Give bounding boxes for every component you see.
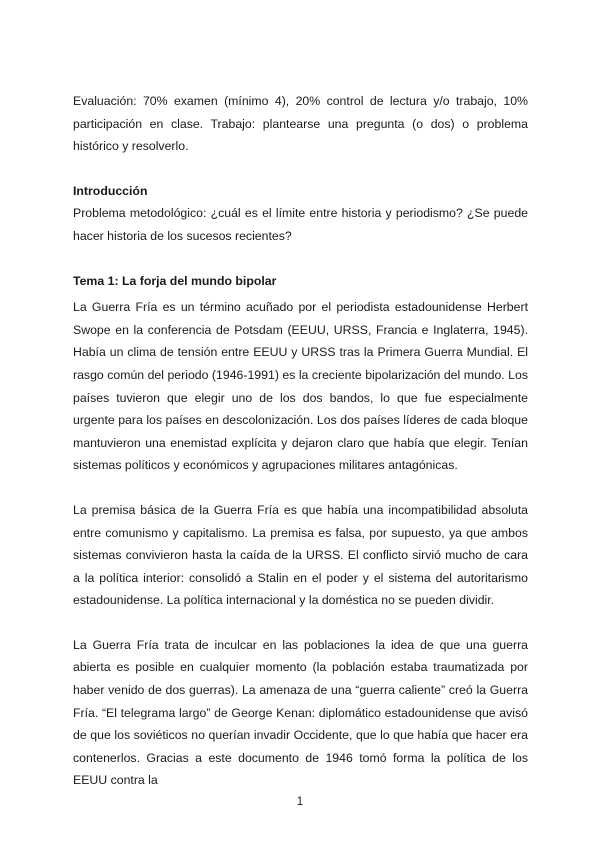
body-paragraph-2: La premisa básica de la Guerra Fría es que había una incompatibilidad absoluta entre comunismo y capitalismo. La premisa es falsa, por supuesto, ya que ambos sistemas convivieron hasta la caída de la URSS. El conflicto sirvió mucho de cara a la política interior: consolidó a Stalin en el poder y el sistema del autoritarismo estadounidense. La política internacional y la doméstica no se pueden dividir. <box>73 502 528 608</box>
spacer <box>73 158 528 180</box>
spacer <box>73 248 528 270</box>
spacer <box>73 612 528 634</box>
topic-1-heading: Tema 1: La forja del mundo bipolar <box>73 273 277 288</box>
page-number: 1 <box>296 796 304 808</box>
body-paragraph-3: La Guerra Fría trata de inculcar en las poblaciones la idea de que una guerra abierta es posible en cualquier momento (la población estaba traumatizada por haber venido de dos guerras). La amenaza de una “guerra caliente” creó la Guerra Fría. “El telegrama largo” de George Kenan: diplomático estadounidense que avisó de que los soviéticos no querían invadir Occidente, que lo que había que hacer era contenerlos. Gracias a este documento de 1946 tomó forma la política de los EEUU contra la <box>73 637 528 788</box>
evaluation-paragraph: Evaluación: 70% examen (mínimo 4), 20% control de lectura y/o trabajo, 10% participación en clase. Trabajo: plantearse una pregunta (o dos) o problema histórico y resolverlo. <box>73 94 528 154</box>
intro-heading: Introducción <box>73 183 148 198</box>
spacer <box>73 477 528 499</box>
document-body <box>73 90 528 792</box>
intro-paragraph: Problema metodológico: ¿cuál es el límite entre historia y periodismo? ¿Se puede hacer historia de los sucesos recientes? <box>73 206 528 243</box>
body-paragraph-1: La Guerra Fría es un término acuñado por el periodista estadounidense Herbert Swope en la conferencia de Potsdam (EEUU, URSS, Francia e Inglaterra, 1945). Había un clima de tensión entre EEUU y URSS tras la Primera Guerra Mundial. El rasgo común del periodo (1946-1991) es la creciente bipolarización del mundo. Los países tuvieron que elegir uno de los dos bandos, lo que fue especialmente urgente para los países en descolonización. Los dos países líderes de cada bloque mantuvieron una enemistad explícita y dejaron claro que había que elegir. Tenían sistemas políticos y económicos y agrupaciones militares antagónicas. <box>73 300 528 473</box>
